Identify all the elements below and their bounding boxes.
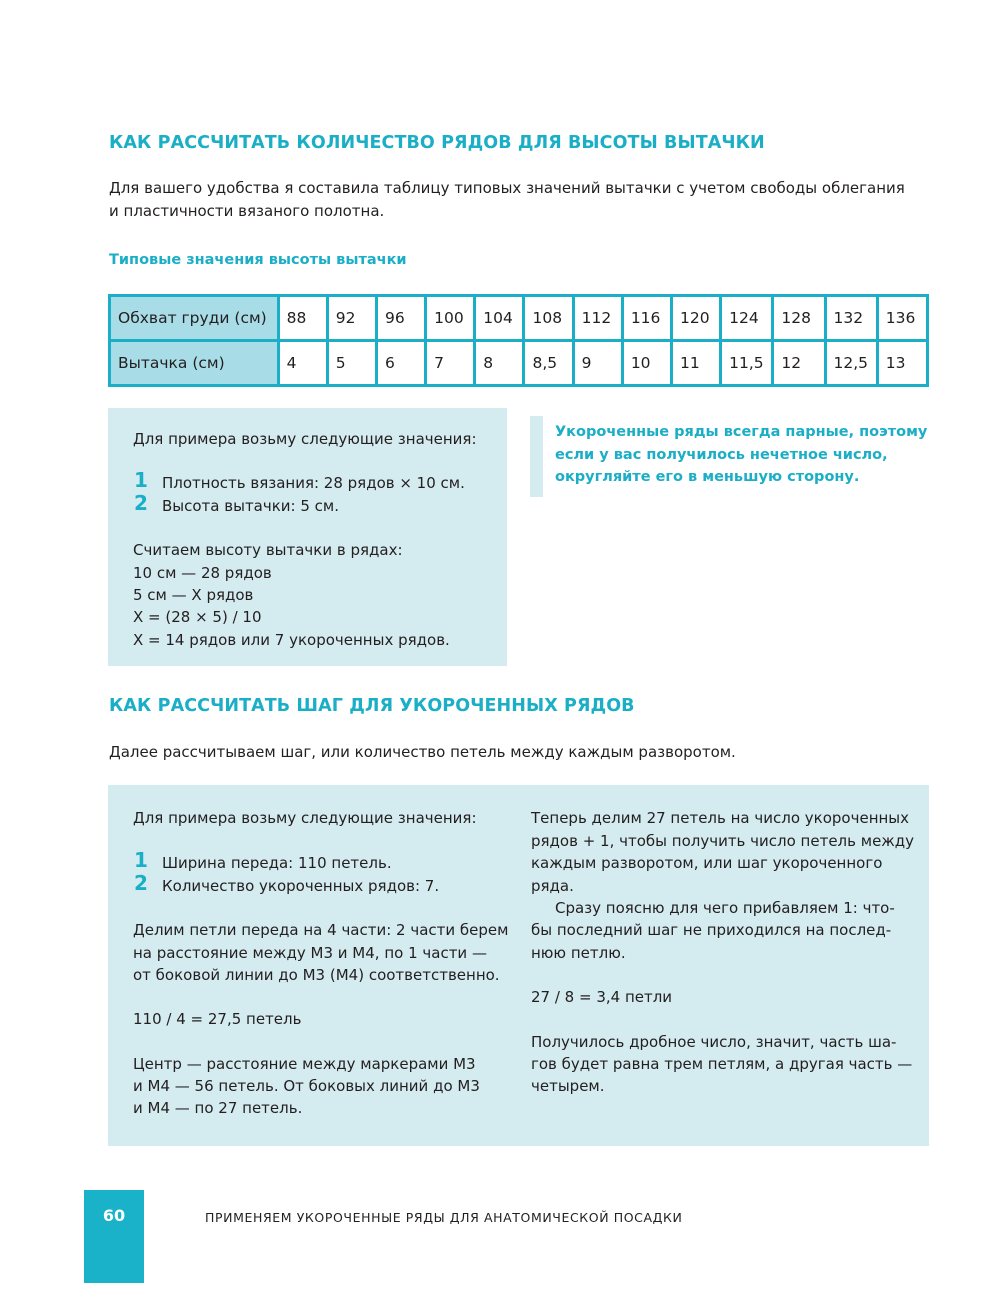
table-cell: 112 [573,296,622,341]
list-item-text: Высота вытачки: 5 см. [162,497,340,515]
table-cell: 4 [278,341,327,386]
table-cell: 124 [721,296,773,341]
table-cell: 11,5 [721,341,773,386]
table-cell: 10 [622,341,671,386]
section2-intro: Далее рассчитываем шаг, или количество петель между каждым разворотом. [109,743,736,761]
table-cell: 104 [475,296,524,341]
example-box-dart [108,408,507,666]
intro-line: Для вашего удобства я составила таблицу типовых значений вытачки с учетом свободы облегания [109,179,905,197]
example-intro: Для примера возьму следующие значения: [133,809,477,827]
text-line: четырем. [531,1077,605,1095]
table-cell: 108 [524,296,573,341]
text-line: и М4 — 56 петель. От боковых линий до М3 [133,1077,480,1095]
list-item-text: Ширина переда: 110 петель. [162,854,392,872]
table-cell: 5 [327,341,376,386]
text-line: нюю петлю. [531,944,626,962]
text-line: каждым разворотом, или шаг укороченного [531,854,883,872]
table-cell: 13 [877,341,927,386]
table-row-dart [110,341,928,386]
text-line: Сразу поясню для чего прибавляем 1: что- [555,899,895,917]
note-accent-bar [530,416,543,497]
table-cell: 9 [573,341,622,386]
list-item-text: Количество укороченных рядов: 7. [162,877,440,895]
text-line: Центр — расстояние между маркерами М3 [133,1055,476,1073]
calc-line: X = (28 × 5) / 10 [133,608,262,626]
running-head: ПРИМЕНЯЕМ УКОРОЧЕННЫЕ РЯДЫ ДЛЯ АНАТОМИЧЕСКОЙ ПОСАДКИ [205,1210,683,1225]
example-intro: Для примера возьму следующие значения: [133,430,477,448]
table-cell: 128 [773,296,825,341]
list-number: 2 [134,871,148,895]
list-number: 2 [134,491,148,515]
text-line: рядов + 1, чтобы получить число петель между [531,832,915,850]
calc-line: Считаем высоту вытачки в рядах: [133,541,403,559]
page-number-tab [84,1190,144,1283]
table-cell: 88 [278,296,327,341]
table-cell: 100 [426,296,475,341]
side-note: Укороченные ряды всегда парные, поэтому если у вас получилось нечетное число, округляйте его в меньшую сторону. [555,424,928,485]
text-line: Теперь делим 27 петель на число укороченных [531,809,910,827]
page-number: 60 [102,1206,126,1225]
table-cell: 8 [475,341,524,386]
intro-paragraph [109,177,929,223]
list-item-text: Плотность вязания: 28 рядов × 10 см. [162,474,465,492]
text-line: бы последний шаг не приходился на послед- [531,921,892,939]
row-header-dart: Вытачка (см) [110,341,279,386]
table-row-bust [110,296,928,341]
formula: 27 / 8 = 3,4 петли [531,988,673,1006]
example-box-step [108,785,929,1146]
intro-line: и пластичности вязаного полотна. [109,202,385,220]
table-cell: 11 [671,341,720,386]
table-cell: 96 [376,296,425,341]
table-cell: 116 [622,296,671,341]
dart-size-table [108,294,929,387]
table-cell: 12 [773,341,825,386]
text-line: от боковой линии до М3 (М4) соответственно. [133,966,500,984]
calc-line: X = 14 рядов или 7 укороченных рядов. [133,631,450,649]
text-line: на расстояние между М3 и М4, по 1 части — [133,944,487,962]
calc-line: 10 см — 28 рядов [133,564,272,582]
calc-line: 5 см — X рядов [133,586,254,604]
list-number: 1 [134,468,148,492]
text-line: гов будет равна трем петлям, а другая часть — [531,1055,913,1073]
list-number: 1 [134,848,148,872]
table-title: Типовые значения высоты вытачки [109,252,407,268]
row-header-bust: Обхват груди (см) [110,296,279,341]
formula: 110 / 4 = 27,5 петель [133,1010,302,1028]
text-line: и М4 — по 27 петель. [133,1099,303,1117]
section-heading-darts: КАК РАССЧИТАТЬ КОЛИЧЕСТВО РЯДОВ ДЛЯ ВЫСОТЫ ВЫТАЧКИ [109,133,765,153]
table-cell: 136 [877,296,927,341]
table-cell: 92 [327,296,376,341]
table-cell: 6 [376,341,425,386]
section-heading-step: КАК РАССЧИТАТЬ ШАГ ДЛЯ УКОРОЧЕННЫХ РЯДОВ [109,696,635,716]
table-cell: 12,5 [825,341,877,386]
text-line: Получилось дробное число, значит, часть ша- [531,1033,897,1051]
table-cell: 7 [426,341,475,386]
text-line: ряда. [531,877,574,895]
table-cell: 132 [825,296,877,341]
table-cell: 8,5 [524,341,573,386]
table-cell: 120 [671,296,720,341]
text-line: Делим петли переда на 4 части: 2 части берем [133,921,509,939]
